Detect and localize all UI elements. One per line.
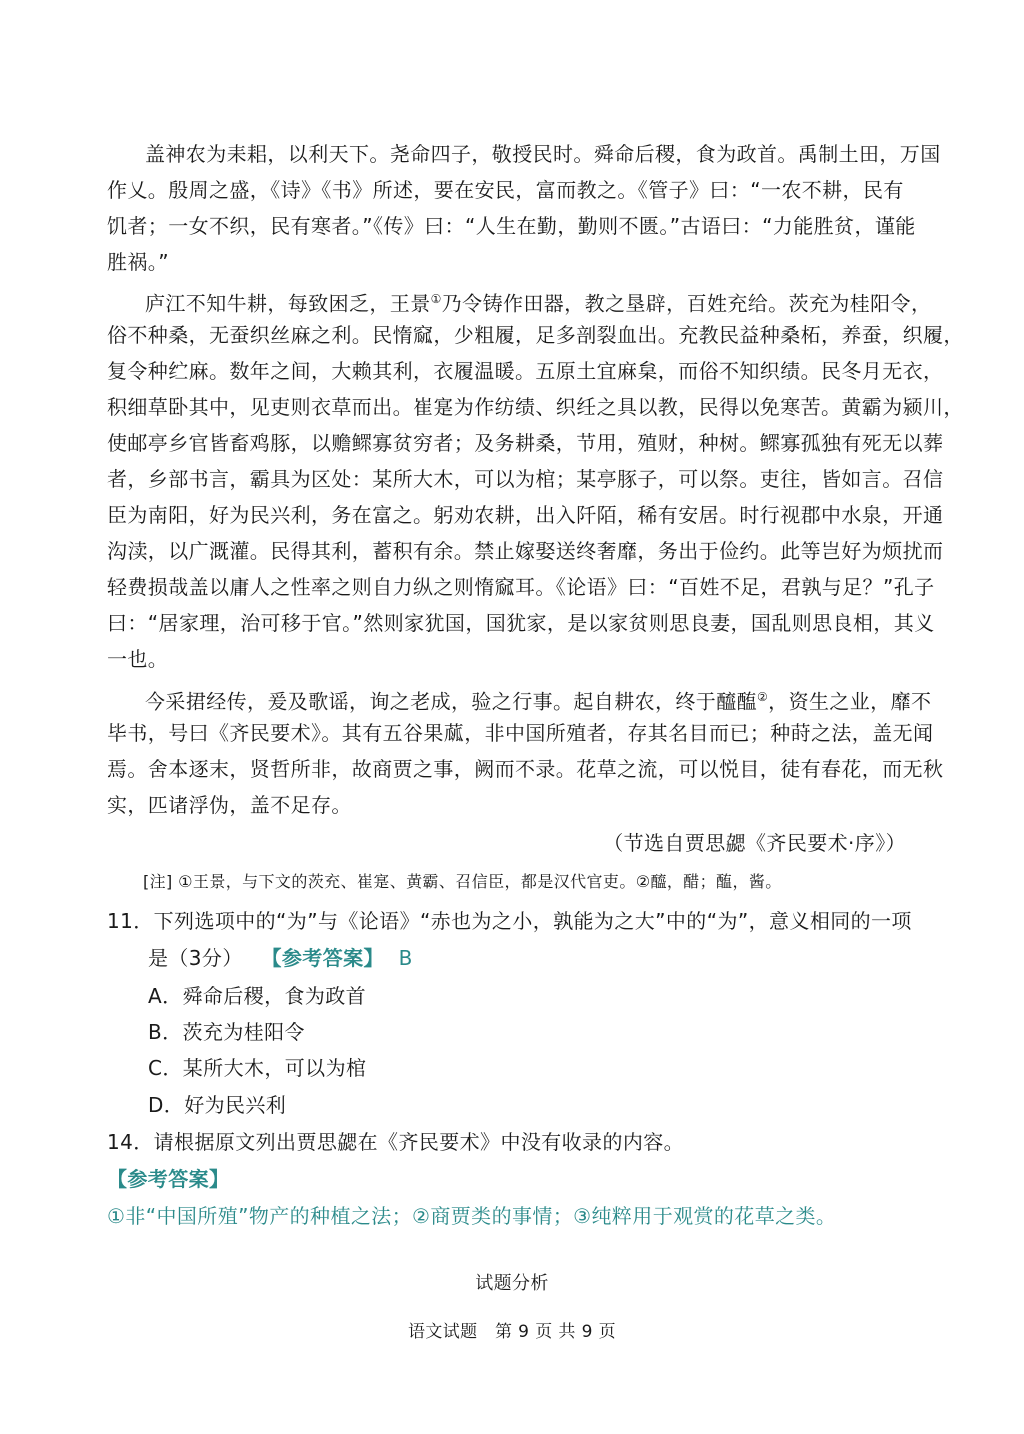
passage-line: 胜祸。” (107, 250, 169, 274)
passage-line: 一也。 (107, 647, 169, 671)
source-citation: （节选自贾思勰《齐民要术·序》） (603, 831, 906, 855)
passage-line: 积细草卧其中，见吏则衣草而出。崔寔为作纺绩、织纴之具以教，民得以免寒苦。黄霸为颍川， (107, 395, 964, 419)
passage-text: 乃令铸作田器，教之垦辟，百姓充给。茨充为桂阳令， (441, 291, 932, 316)
passage-text: 今采捃经传，爰及歌谣，询之老成，验之行事。起自耕农，终于醯醢 (145, 689, 757, 714)
passage-line (145, 285, 931, 318)
passage-line: 轻费损哉盖以庸人之性率之则自力纵之则惰窳耳。《论语》曰：“百姓不足，君孰与足？”孔子 (107, 575, 935, 599)
passage-line: 沟渎，以广溉灌。民得其利，蓄积有余。禁止嫁娶送终奢靡，务出于俭约。此等岂好为烦扰而 (107, 539, 944, 563)
answer-label: 【参考答案】 (107, 1167, 230, 1191)
passage-line: 者，乡部书言，霸具为区处：某所大木，可以为棺；某亭豚子，可以祭。吏往，皆如言。召信 (107, 467, 944, 491)
footnote-marker: ① (430, 292, 442, 306)
option-a: A．舜命后稷，食为政首 (148, 984, 367, 1008)
passage-line: 曰：“居家理，治可移于官。”然则家犹国，国犹家，是以家贫则思良妻，国乱则思良相，其义 (107, 611, 935, 635)
passage-line: 作乂。殷周之盛，《诗》《书》所述，要在安民，富而教之。《管子》曰：“一农不耕，民有 (107, 178, 904, 202)
passage-line: 臣为南阳，好为民兴利，务在富之。躬劝农耕，出入阡陌，稀有安居。时行视郡中水泉，开通 (107, 503, 944, 527)
passage-text: 庐江不知牛耕，每致困乏，王景 (145, 291, 431, 316)
option-d: D．好为民兴利 (148, 1093, 287, 1117)
question-11: 11．下列选项中的“为”与《论语》“赤也为之小，孰能为之大”中的“为”，意义相同的一项 (107, 909, 912, 933)
footnote: [注] ①王景，与下文的茨充、崔寔、黄霸、召信臣，都是汉代官吏。②醯，醋；醢，酱。 (143, 872, 782, 891)
passage-text: ，资生之业，靡不 (768, 689, 932, 714)
question-points: 是（3分） (148, 946, 243, 970)
passage-line: 饥者；一女不织，民有寒者。”《传》曰：“人生在勤，勤则不匮。”古语曰：“力能胜贫，谨能 (107, 214, 916, 238)
passage-line: 盖神农为耒耜，以利天下。尧命四子，敬授民时。舜命后稷，食为政首。禹制土田，万国 (145, 142, 941, 166)
option-b: B．茨充为桂阳令 (148, 1020, 305, 1044)
passage-line: 使邮亭乡官皆畜鸡豚，以赡鳏寡贫穷者；及务耕桑，节用，殖财，种树。鳏寡孤独有死无以葬 (107, 431, 944, 455)
answer-value: B (398, 946, 413, 970)
passage-line: 实，匹诸浮伪，盖不足存。 (107, 793, 352, 817)
page-footer: 语文试题 第 9 页 共 9 页 (407, 1322, 617, 1342)
answer-label: 【参考答案】 (261, 946, 384, 970)
footnote-marker: ② (757, 690, 769, 704)
passage-line: 复令种纻麻。数年之间，大赖其利，衣履温暖。五原土宜麻枲，而俗不知织绩。民冬月无衣， (107, 359, 944, 383)
answer-text: ①非“中国所殖”物产的种植之法；②商贾类的事情；③纯粹用于观赏的花草之类。 (107, 1204, 837, 1228)
passage-line (145, 683, 931, 716)
option-c: C．某所大木，可以为棺 (148, 1056, 367, 1080)
question-11-line2 (148, 944, 413, 972)
passage-line: 焉。舍本逐末，贤哲所非，故商贾之事，阙而不录。花草之流，可以悦目，徒有春花，而无秋 (107, 757, 944, 781)
passage-line: 俗不种桑，无蚕织丝麻之利。民惰窳，少粗履，足多剖裂血出。充教民益种桑柘，养蚕，织履， (107, 323, 964, 347)
section-title: 试题分析 (475, 1273, 549, 1294)
passage-line: 毕书，号曰《齐民要术》。其有五谷果蓏，非中国所殖者，存其名目而已；种莳之法，盖无闻 (107, 721, 934, 745)
question-14: 14．请根据原文列出贾思勰在《齐民要术》中没有收录的内容。 (107, 1130, 685, 1154)
